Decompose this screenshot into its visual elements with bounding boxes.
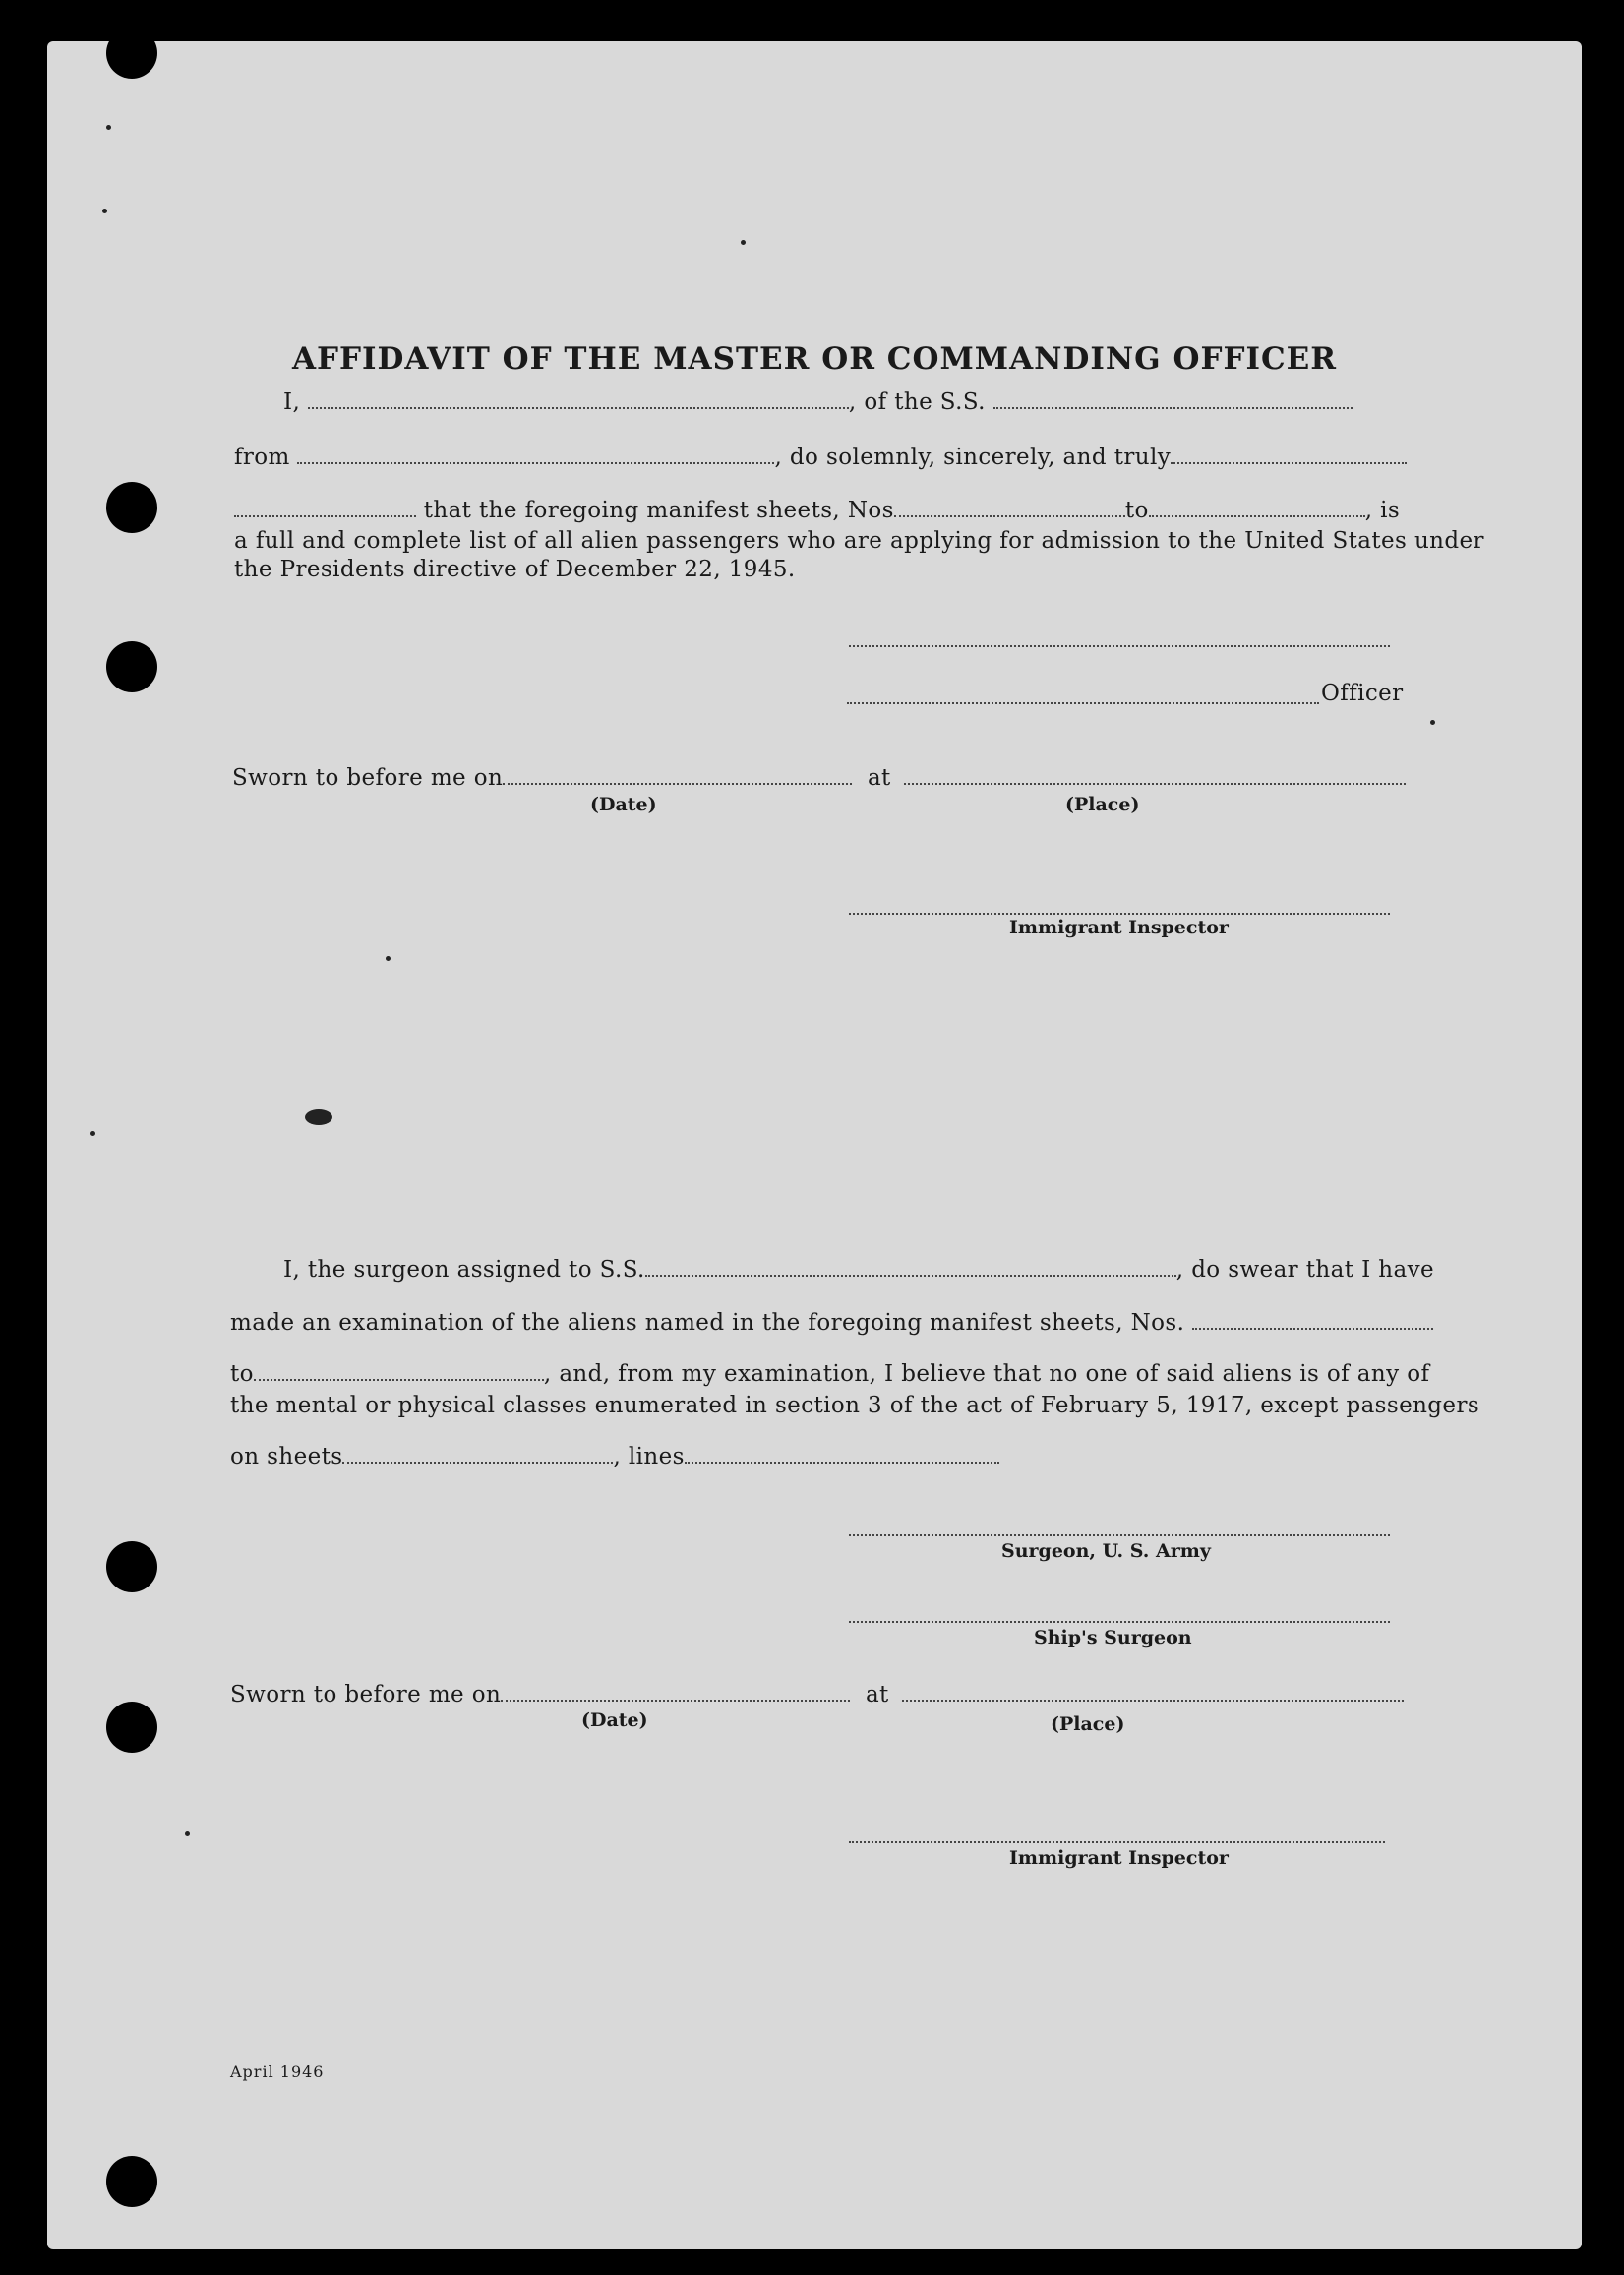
master-line-3 [234, 498, 1400, 523]
master-ship-field[interactable] [993, 389, 1353, 409]
surgeon-sworn-text: Sworn to before me on [230, 1682, 502, 1707]
master-l3-text-b: to [1124, 498, 1149, 523]
surgeon-line-4: the mental or physical classes enumerated in section 3 of the act of February 5, 1917, except passengers [230, 1393, 1480, 1418]
punch-hole [106, 1541, 157, 1592]
ink-speck [106, 125, 111, 130]
surgeon-nos-to-field[interactable] [254, 1361, 544, 1381]
master-l1-text-a: I, [283, 389, 301, 415]
ink-speck [185, 1831, 190, 1836]
punch-hole [106, 1702, 157, 1753]
surgeon-line-1 [283, 1257, 1434, 1283]
punch-hole [106, 28, 157, 79]
surgeon-date-caption: (Date) [581, 1709, 648, 1731]
master-at-text: at [867, 765, 891, 791]
master-place-caption: (Place) [1065, 794, 1140, 815]
punch-hole [106, 482, 157, 533]
surgeon-line-3 [230, 1361, 1429, 1387]
master-from-field[interactable] [297, 445, 774, 464]
master-sworn-date-field[interactable] [503, 765, 852, 785]
ink-speck [386, 956, 391, 961]
surgeon-l5-text-a: on sheets [230, 1444, 343, 1469]
army-surgeon-label: Surgeon, U. S. Army [1001, 1540, 1211, 1562]
master-l3-text-a: that the foregoing manifest sheets, Nos [423, 498, 894, 523]
surgeon-inspector-label: Immigrant Inspector [1009, 1847, 1229, 1869]
master-inspector-label: Immigrant Inspector [1009, 917, 1229, 938]
ship-surgeon-signature-line[interactable] [849, 1619, 1390, 1623]
ink-speck [305, 1109, 332, 1125]
surgeon-inspector-signature-line[interactable] [849, 1839, 1385, 1843]
master-l2-text-a: from [234, 445, 290, 470]
surgeon-place-caption: (Place) [1051, 1713, 1125, 1735]
officer-signature-line-1[interactable] [849, 643, 1390, 647]
master-nos-from-field[interactable] [894, 498, 1125, 517]
surgeon-l2-text: made an examination of the aliens named in the foregoing manifest sheets, Nos. [230, 1310, 1185, 1336]
form-page [47, 41, 1582, 2249]
punch-hole [106, 2156, 157, 2207]
master-line-4: a full and complete list of all alien passengers who are applying for admission to the United States under [234, 528, 1484, 554]
master-date-caption: (Date) [590, 794, 657, 815]
ink-speck [90, 1131, 95, 1136]
master-name-field[interactable] [308, 389, 849, 409]
master-truly-field[interactable] [1171, 445, 1407, 464]
master-oath-field[interactable] [234, 498, 416, 517]
surgeon-line-5 [230, 1444, 999, 1469]
master-line-2 [234, 445, 1407, 470]
surgeon-sheets-field[interactable] [342, 1444, 613, 1464]
master-sworn-place-field[interactable] [904, 765, 1406, 785]
master-line-5: the Presidents directive of December 22, 1945. [234, 557, 796, 582]
army-surgeon-signature-line[interactable] [849, 1532, 1390, 1536]
ship-surgeon-label: Ship's Surgeon [1034, 1627, 1192, 1648]
surgeon-lines-field[interactable] [685, 1444, 999, 1464]
ink-speck [741, 240, 746, 245]
surgeon-sworn-place-field[interactable] [902, 1682, 1404, 1702]
master-sworn-text: Sworn to before me on [232, 765, 504, 791]
master-sworn-line [232, 765, 1406, 791]
master-l2-text-b: , do solemnly, sincerely, and truly [774, 445, 1172, 470]
ink-speck [1430, 720, 1435, 725]
master-nos-to-field[interactable] [1149, 498, 1365, 517]
page-title: AFFIDAVIT OF THE MASTER OR COMMANDING OFFICER [291, 341, 1338, 377]
master-l1-text-b: , of the S.S. [848, 389, 986, 415]
surgeon-sworn-line [230, 1682, 1404, 1707]
master-line-1 [283, 389, 1353, 415]
officer-signature-line-2[interactable] [847, 700, 1319, 704]
surgeon-l1-text-b: , do swear that I have [1175, 1257, 1435, 1283]
master-l3-text-c: , is [1364, 498, 1401, 523]
master-inspector-signature-line[interactable] [849, 911, 1390, 915]
form-revision-date: April 1946 [230, 2063, 325, 2081]
surgeon-at-text: at [865, 1682, 889, 1707]
ink-speck [102, 209, 107, 213]
punch-hole [106, 641, 157, 692]
surgeon-ship-field[interactable] [645, 1257, 1176, 1277]
surgeon-line-2 [230, 1310, 1433, 1336]
surgeon-l1-text-a: I, the surgeon assigned to S.S. [283, 1257, 645, 1283]
surgeon-l3-text-a: to [230, 1361, 254, 1387]
surgeon-l3-text-b: , and, from my examination, I believe that no one of said aliens is of any of [543, 1361, 1430, 1387]
officer-label: Officer [1321, 681, 1404, 706]
surgeon-nos-from-field[interactable] [1192, 1310, 1433, 1330]
surgeon-sworn-date-field[interactable] [501, 1682, 850, 1702]
surgeon-l5-text-b: , lines [613, 1444, 685, 1469]
